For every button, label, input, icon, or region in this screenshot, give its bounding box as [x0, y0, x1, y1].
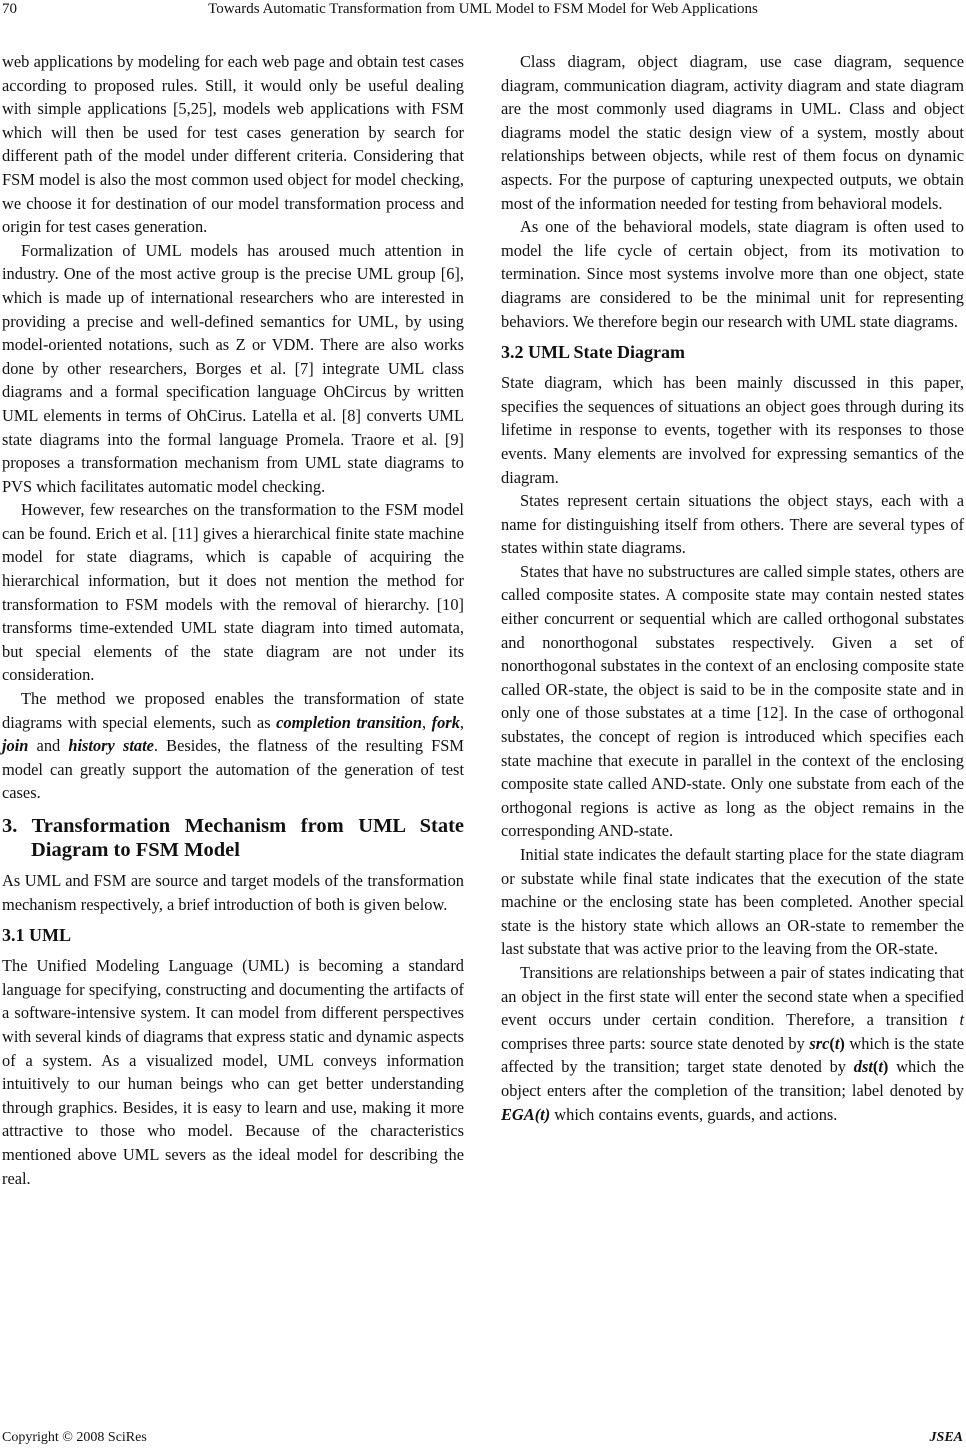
- text-run: Transitions are relationships between a pair of states indicating that an object in the first state will enter the second state when a specified event occurs under certain condition. Therefore, a transition: [501, 962, 964, 1030]
- journal-abbreviation: JSEA: [929, 1430, 963, 1445]
- paragraph: [2, 687, 464, 805]
- text-run: which contains events, guards, and actions.: [550, 1104, 838, 1124]
- left-column: [2, 50, 464, 1190]
- math-t: t: [878, 1057, 883, 1077]
- paragraph: As UML and FSM are source and target models of the transformation mechanism respectively, a brief introduction of both is given below.: [2, 871, 464, 914]
- text-run: ,: [459, 712, 464, 732]
- paragraph: States that have no substructures are called simple states, others are called composite states. A composite state may contain nested states either concurrent or sequential which are called orthogonal substates and nonorthogonal substates respectively. Given a set of nonorthogonal substates in the context of an enclosing composite state called OR-state, the object is said to be in the composite state and in only one of those substates at a time [12]. In the case of orthogonal substates, the concept of region is introduced which specifies each state machine that execute in parallel in the context of the enclosing composite state called AND-state. Only one substate from each of the orthogonal regions is active as long as the object remains in the corresponding AND-state.: [501, 561, 964, 841]
- math-dst: dst: [853, 1057, 873, 1077]
- term-history-state: history state: [68, 736, 154, 756]
- term-join: join: [2, 736, 29, 756]
- text-run: The method we proposed enables the transformation of state diagrams with special elements, such as: [2, 689, 464, 732]
- section-heading-3: 3. Transformation Mechanism from UML State Diagram to FSM Model: [2, 815, 464, 861]
- text-run: which the object enters after the completion of the transition; label denoted by: [501, 1057, 964, 1100]
- math-ega: EGA(t): [501, 1104, 551, 1124]
- math-paren: (: [829, 1033, 835, 1053]
- math-t: t: [834, 1033, 840, 1053]
- paragraph: Class diagram, object diagram, use case diagram, sequence diagram, communication diagram, activity diagram and state diagram are the most commonly used diagrams in UML. Class and object diagrams model the static design view of a system, mostly about relationships between objects, while rest of them focus on dynamic aspects. For the purpose of capturing unexpected outputs, we obtain most of the information needed for testing from behavioral models.: [501, 52, 964, 213]
- page-footer: [0, 1427, 966, 1447]
- math-src: src: [809, 1033, 830, 1053]
- math-t: t: [959, 1010, 964, 1030]
- paragraph: [501, 961, 964, 1126]
- paragraph: However, few researches on the transformation to the FSM model can be found. Erich et al. [11] gives a hierarchical finite state machine model for state diagrams, which is capable of acquiring the hierarchical information, but it does not mention the method for transformation to FSM models with the removal of hierarchy. [10] transforms time-extended UML state diagram into timed automata, but special elements of the state diagram are not under its consideration.: [2, 500, 464, 685]
- text-run: and: [28, 736, 69, 756]
- paragraph: States represent certain situations the object stays, each with a name for distinguishing itself from others. There are several types of states within state diagrams.: [501, 491, 964, 558]
- math-paren: ): [882, 1057, 889, 1077]
- paragraph: Initial state indicates the default starting place for the state diagram or substate while final state indicates that the execution of the state machine or the enclosing state has been completed. Another special state is the history state which allows an OR-state to remember the last substate that was active prior to the leaving from the OR-state.: [501, 845, 964, 959]
- subsection-heading-3-2: 3.2 UML State Diagram: [501, 342, 685, 363]
- paragraph: The Unified Modeling Language (UML) is becoming a standard language for specifying, constructing and documenting the artifacts of a software-intensive system. It can model from different perspectives with several kinds of diagrams that express static and dynamic aspects of a system. As a visualized model, UML conveys information intuitively to our human beings who can get better understanding through graphics. Besides, it is easy to learn and use, making it more attractive to those who model. Because of the characteristics mentioned above UML severs as the ideal model for describing the real.: [2, 956, 464, 1188]
- paragraph: web applications by modeling for each web page and obtain test cases according to proposed rules. Still, it would only be useful dealing with simple applications [5,25], models web applications with FSM which will then be used for test cases generation by search for different path of the model under different criteria. Considering that FSM model is also the most common used object for model checking, we choose it for destination of our model transformation process and origin for test cases generation.: [2, 52, 464, 237]
- running-title: Towards Automatic Transformation from UML Model to FSM Model for Web Applications: [208, 1, 758, 17]
- math-paren: ): [839, 1033, 845, 1053]
- page-number: 70: [2, 1, 17, 17]
- paragraph: State diagram, which has been mainly discussed in this paper, specifies the sequences of situations an object goes through during its lifetime in response to events, together with its responses to those events. Many elements are involved for expressing semantics of the diagram.: [501, 373, 964, 487]
- paragraph: Formalization of UML models has aroused much attention in industry. One of the most active group is the precise UML group [6], which is made up of international researchers who are interested in providing a precise and well-defined semantics for UML, by using model-oriented notations, such as Z or VDM. There are also works done by other researchers, Borges et al. [7] integrate UML class diagrams and a formal specification language OhCircus by written UML elements in terms of OhCirus. Latella et al. [8] converts UML state diagrams into the formal language Promela. Traore et al. [9] proposes a transformation mechanism from UML state diagrams to PVS which facilitates automatic model checking.: [2, 240, 464, 496]
- right-column: [501, 50, 964, 1126]
- text-run: comprises three parts: source state denoted by: [501, 1033, 810, 1053]
- text-run: . Besides, the flatness of the resulting FSM model can greatly support the automation of the generation of test cases.: [2, 736, 464, 803]
- text-run: ,: [421, 712, 432, 732]
- math-paren: (: [872, 1057, 879, 1077]
- paragraph: As one of the behavioral models, state diagram is often used to model the life cycle of certain object, from its motivation to termination. Since most systems involve more than one object, state diagrams are considered to be the minimal unit for representing behaviors. We therefore begin our research with UML state diagrams.: [501, 217, 964, 331]
- term-completion-transition: completion transition: [276, 712, 422, 732]
- subsection-heading-3-1: 3.1 UML: [2, 925, 71, 946]
- term-fork: fork: [431, 712, 460, 732]
- text-run: which is the state affected by the transition; target state denoted by: [501, 1033, 964, 1077]
- copyright-notice: Copyright © 2008 SciRes: [2, 1430, 147, 1445]
- running-header: [0, 0, 966, 22]
